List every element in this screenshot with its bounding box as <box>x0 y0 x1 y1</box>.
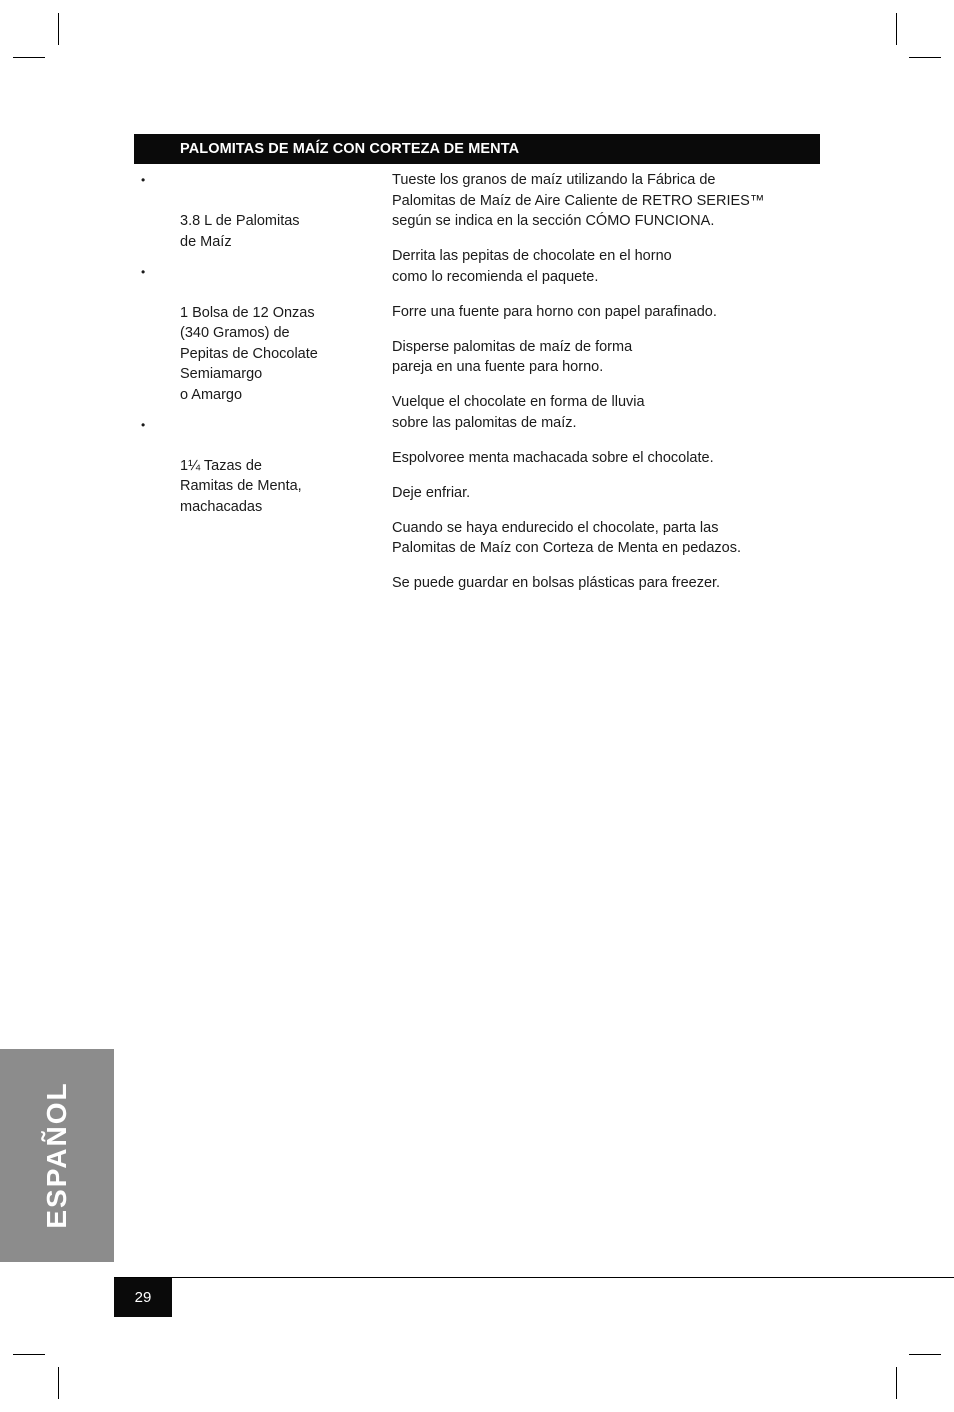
crop-mark-bottom-left-h <box>13 1354 45 1355</box>
list-item <box>134 170 364 252</box>
step-text: Cuando se haya endurecido el chocolate, parta las Palomitas de Maíz con Corteza de Menta en pedazos. <box>392 519 741 556</box>
step-text: Vuelque el chocolate en forma de lluvia sobre las palomitas de maíz. <box>392 394 645 431</box>
crop-mark-top-right-v <box>896 13 897 45</box>
ingredient-list <box>134 170 364 527</box>
list-item <box>134 415 364 518</box>
bullet-icon: • <box>141 417 146 432</box>
crop-mark-top-left-h <box>13 57 45 58</box>
language-label: ESPAÑOL <box>41 1081 72 1229</box>
step-text: Espolvoree menta machacada sobre el chocolate. <box>392 449 714 466</box>
recipe-steps <box>392 170 812 608</box>
crop-mark-bottom-right-v <box>896 1367 897 1399</box>
recipe-title: PALOMITAS DE MAÍZ CON CORTEZA DE MENTA <box>180 141 520 157</box>
crop-mark-top-right-h <box>909 57 941 58</box>
crop-mark-bottom-left-v <box>58 1367 59 1399</box>
bullet-icon: • <box>141 173 146 187</box>
list-item <box>134 262 364 406</box>
page-number-box <box>114 1278 172 1317</box>
step-text: Deje enfriar. <box>392 484 471 501</box>
crop-mark-top-left-v <box>58 13 59 45</box>
ingredient-text: 1 Bolsa de 12 Onzas (340 Gramos) de Pepitas de Chocolate Semiamargo o Amargo <box>180 304 318 403</box>
language-tab <box>0 1049 114 1262</box>
step-text: Se puede guardar en bolsas plásticas para freezer. <box>392 575 721 591</box>
step-text: Forre una fuente para horno con papel parafinado. <box>392 303 717 320</box>
footer-divider <box>114 1277 954 1278</box>
step-text: Derrita las pepitas de chocolate en el horno como lo recomienda el paquete. <box>392 248 672 285</box>
crop-mark-bottom-right-h <box>909 1354 941 1355</box>
ingredient-text: 3.8 L de Palomitas de Maíz <box>180 213 300 250</box>
recipe-title-bar <box>134 134 820 164</box>
step-text: Tueste los granos de maíz utilizando la Fábrica de Palomitas de Maíz de Aire Caliente de RETRO SERIES™ según se indica en la sección CÓMO FUNCIONA. <box>392 172 765 229</box>
step-text: Disperse palomitas de maíz de forma pareja en una fuente para horno. <box>392 338 633 375</box>
page-number: 29 <box>134 1289 152 1306</box>
bullet-icon: • <box>141 264 146 279</box>
ingredient-text: 1¼ Tazas de Ramitas de Menta, machacadas <box>180 457 302 515</box>
